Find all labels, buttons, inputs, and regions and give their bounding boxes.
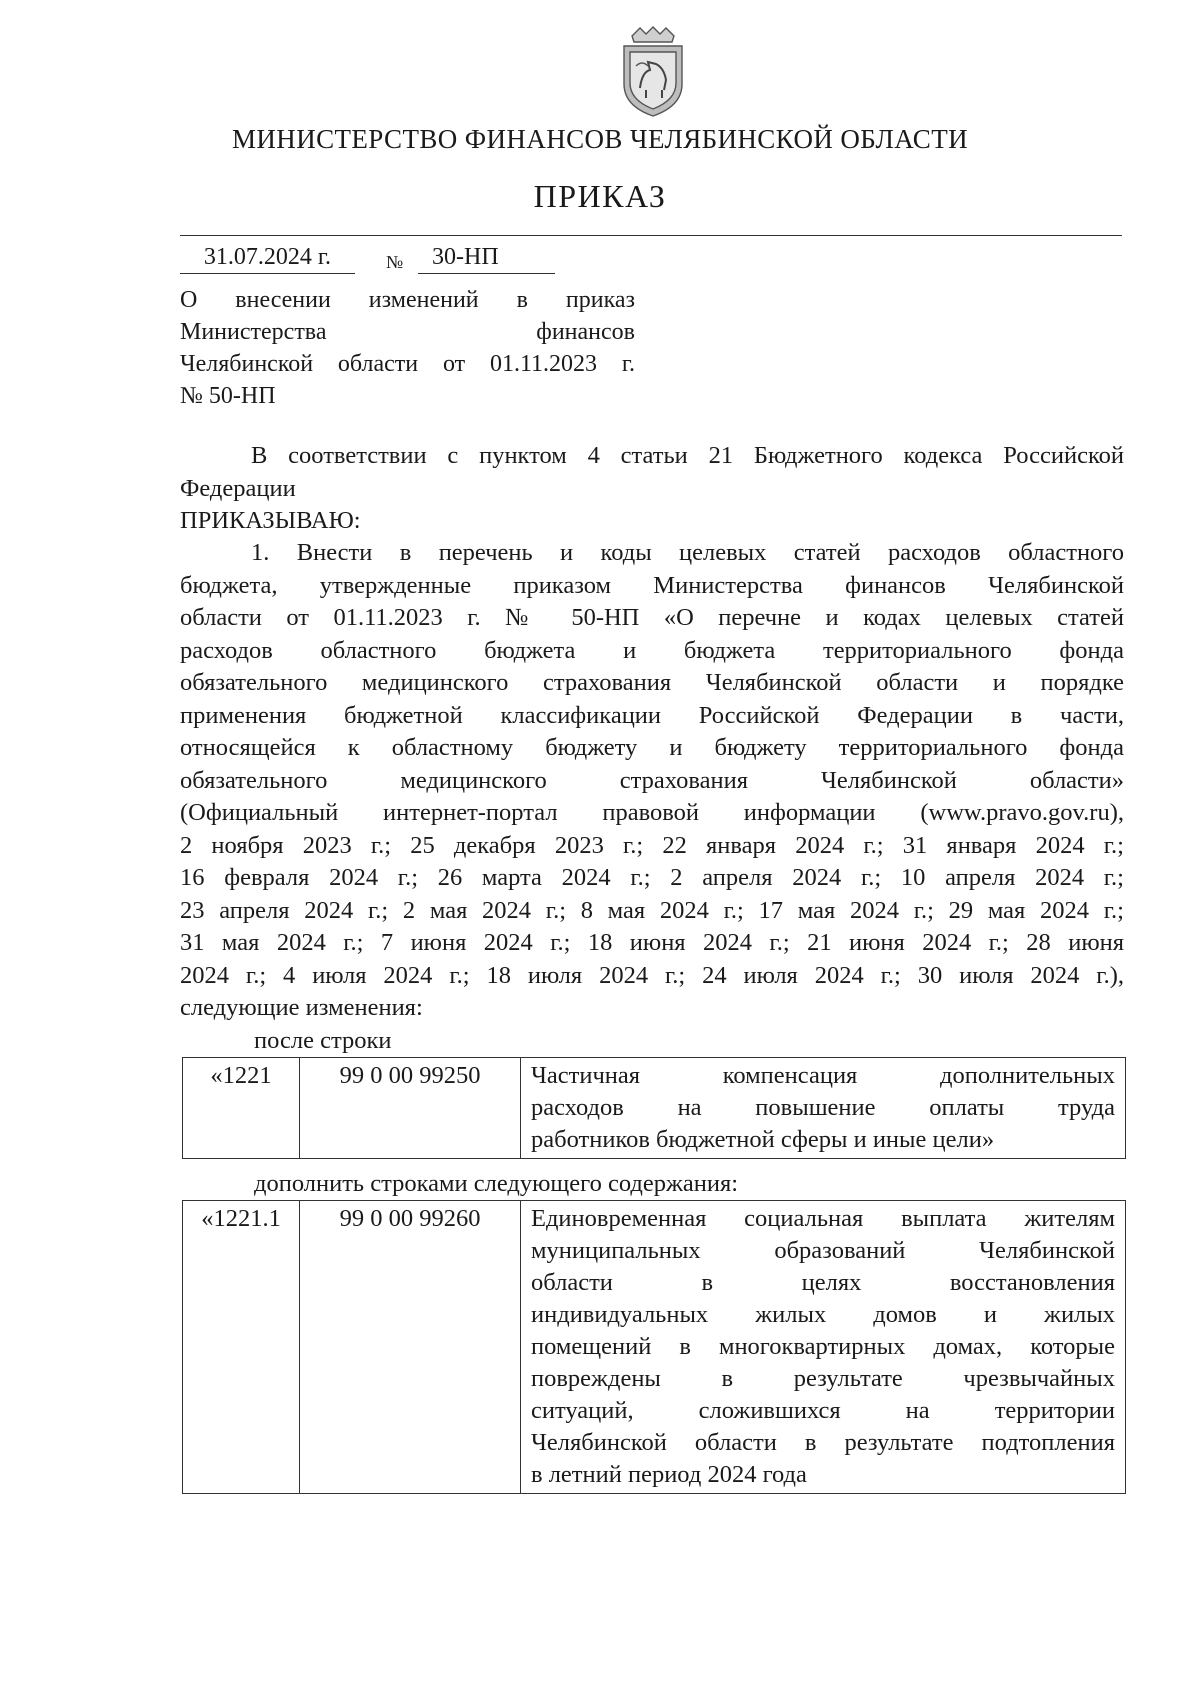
row-code: «1221: [183, 1058, 300, 1159]
body-line: следующие изменения:: [180, 994, 423, 1021]
body-line: В соответствии с пунктом 4 статьи 21 Бюджетного кодекса Российской: [251, 442, 1124, 469]
body-line: бюджета, утвержденные приказом Министерства финансов Челябинской: [180, 571, 1124, 599]
body-line: 2024 г.; 4 июля 2024 г.; 18 июля 2024 г.; 24 июля 2024 г.; 30 июля 2024 г.),: [180, 961, 1124, 989]
article-description: Единовременная социальная выплата жителям муниципальных образований Челябинской области в целях восстановления индивидуальных жилых домов и жилых помещений в многоквартирных домах, которые повреждены в результате чрезвычайных ситуаций, сложившихся на территории Челябинской области в результате подтопления в летний период 2024 года: [521, 1201, 1126, 1494]
number-sign: №: [386, 252, 404, 272]
article-description: Частичная компенсация дополнительных расходов на повышение оплаты труда работников бюджетной сферы и иные цели»: [521, 1058, 1126, 1159]
header-divider: [180, 235, 1122, 236]
order-subject: [180, 284, 635, 412]
coat-of-arms-icon: [618, 26, 688, 118]
body-line: обязательного медицинского страхования Челябинской области»: [180, 766, 1124, 794]
subject-line: Челябинской области от 01.11.2023 г.: [180, 351, 635, 377]
subject-line: О внесении изменений в приказ: [180, 287, 635, 313]
basis-paragraph: [180, 440, 1124, 538]
body-line: области от 01.11.2023 г. № 50-НП «О перечне и кодах целевых статей: [180, 604, 1124, 631]
target-article-code: 99 0 00 99260: [300, 1201, 521, 1494]
body-line: 31 мая 2024 г.; 7 июня 2024 г.; 18 июня 2024 г.; 21 июня 2024 г.; 28 июня: [180, 929, 1124, 956]
ministry-name: МИНИСТЕРСТВО ФИНАНСОВ ЧЕЛЯБИНСКОЙ ОБЛАСТИ: [232, 124, 968, 154]
body-line: 2 ноября 2023 г.; 25 декабря 2023 г.; 22 января 2024 г.; 31 января 2024 г.;: [180, 831, 1124, 859]
subject-line: № 50-НП: [180, 383, 276, 409]
body-line: 23 апреля 2024 г.; 2 мая 2024 г.; 8 мая 2024 г.; 17 мая 2024 г.; 29 мая 2024 г.;: [180, 896, 1124, 924]
supplement-label: дополнить строками следующего содержания:: [254, 1170, 739, 1197]
existing-row-table: [182, 1057, 1126, 1159]
new-row-table: [182, 1200, 1126, 1494]
body-line: Федерации: [180, 474, 296, 502]
body-line: (Официальный интернет-портал правовой информации (www.pravo.gov.ru),: [180, 799, 1124, 826]
body-line: 1. Внести в перечень и коды целевых статей расходов областного: [251, 539, 1124, 566]
order-date: 31.07.2024 г.: [180, 244, 355, 274]
body-line: расходов областного бюджета и бюджета территориального фонда: [180, 636, 1124, 664]
body-line: применения бюджетной классификации Российской Федерации в части,: [180, 701, 1124, 729]
table-row: [183, 1058, 1126, 1159]
order-number: 30-НП: [418, 244, 555, 274]
body-line: обязательного медицинского страхования Челябинской области и порядке: [180, 669, 1124, 696]
target-article-code: 99 0 00 99250: [300, 1058, 521, 1159]
item-1-paragraph: [180, 537, 1124, 1025]
body-line: относящейся к областному бюджету и бюджету территориального фонда: [180, 734, 1124, 761]
after-row-label: после строки: [254, 1027, 392, 1054]
order-word: ПРИКАЗЫВАЮ:: [180, 507, 361, 534]
table-row: [183, 1201, 1126, 1494]
subject-line: Министерства финансов: [180, 319, 635, 345]
row-code: «1221.1: [183, 1201, 300, 1494]
document-title: ПРИКАЗ: [533, 178, 667, 214]
body-line: 16 февраля 2024 г.; 26 марта 2024 г.; 2 апреля 2024 г.; 10 апреля 2024 г.;: [180, 864, 1124, 891]
